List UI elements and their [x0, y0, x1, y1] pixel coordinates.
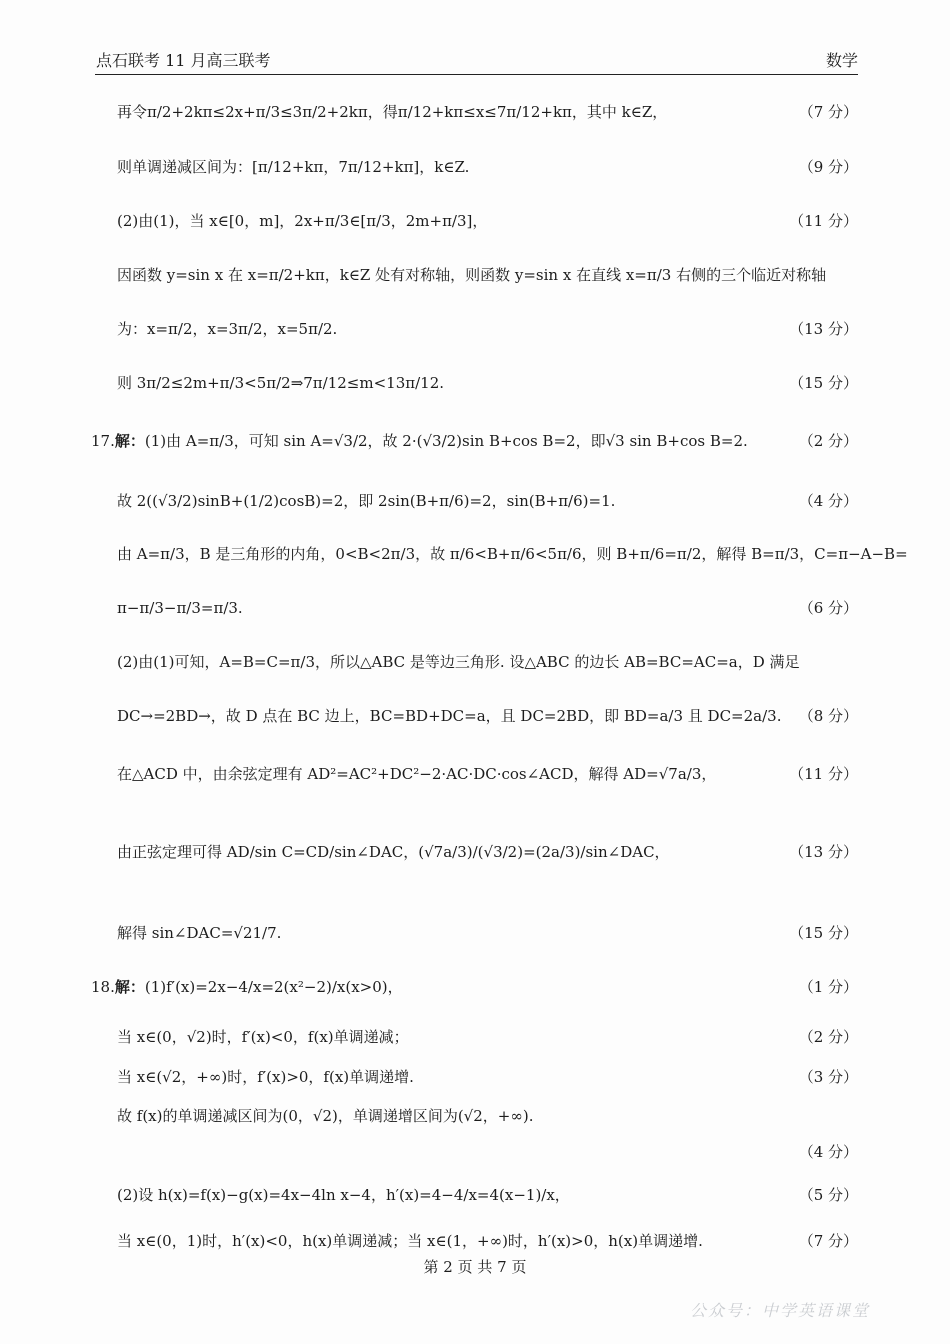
- solution-label: 解：: [114, 978, 145, 996]
- score-label: （7 分）: [798, 1232, 858, 1250]
- score-label: （13 分）: [789, 320, 858, 338]
- subject-label: 数学: [825, 51, 858, 70]
- score-label: （1 分）: [798, 978, 858, 996]
- score-label: （2 分）: [798, 432, 858, 450]
- question-number: 18.: [91, 978, 115, 996]
- score-label: （13 分）: [789, 843, 858, 861]
- score-label: （15 分）: [789, 924, 858, 942]
- score-label: （4 分）: [798, 492, 858, 510]
- exam-title: 点石联考 11 月高三联考: [96, 51, 271, 70]
- question-number: 17.: [91, 432, 115, 450]
- header-rule: [95, 74, 858, 75]
- score-label: （11 分）: [789, 765, 858, 783]
- score-label: （15 分）: [789, 374, 858, 392]
- score-label: （9 分）: [798, 158, 858, 176]
- watermark: 公众号：中学英语课堂: [690, 1301, 871, 1320]
- score-label: （6 分）: [798, 599, 858, 617]
- score-label: （11 分）: [789, 212, 858, 230]
- score-label: （3 分）: [798, 1068, 858, 1086]
- page-number: 第 2 页 共 7 页: [423, 1258, 527, 1276]
- score-label: （2 分）: [798, 1028, 858, 1046]
- score-label: （5 分）: [798, 1186, 858, 1204]
- score-label: （4 分）: [798, 1143, 858, 1161]
- solution-label: 解：: [114, 432, 145, 450]
- score-label: （7 分）: [798, 103, 858, 121]
- score-label: （8 分）: [798, 707, 858, 725]
